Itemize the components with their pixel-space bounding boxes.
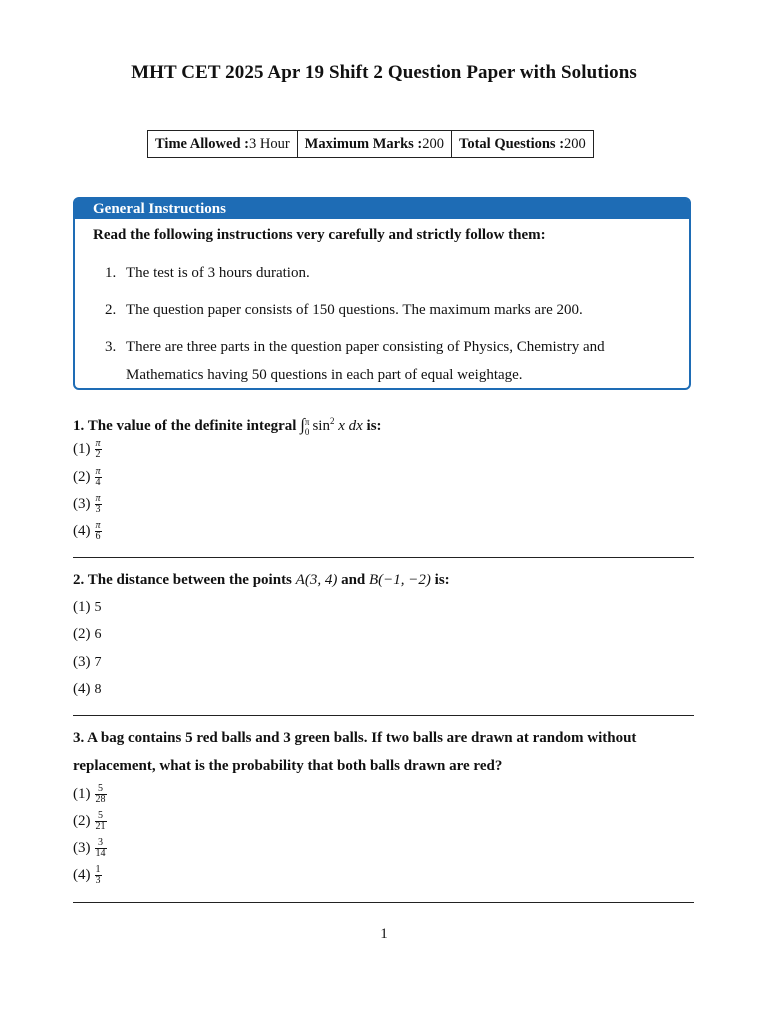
question-2-option: (1) 5 [73,599,102,615]
question-2-text: 2. The distance between the points A(3, 4) and B(−1, −2) is: [73,572,450,588]
page-title: MHT CET 2025 Apr 19 Shift 2 Question Paper with Solutions [131,62,637,83]
instructions-lead: Read the following instructions very carefully and strictly follow them: [93,227,546,243]
question-3-option: (2) $\frac{5}{21}$ [73,810,106,833]
question-divider [73,715,694,716]
question-1-option: (2) $\frac{\pi}{4}$ [73,466,101,489]
question-2-option: (3) 7 [73,654,102,670]
time-allowed-cell: Time Allowed :3 Hour [148,131,298,158]
instruction-item: 2. The question paper consists of 150 questions. The maximum marks are 200. [105,302,583,318]
total-questions-cell: Total Questions :200 [452,131,594,158]
question-3-option: (4) $\frac{1}{3}$ [73,864,101,887]
page-number: 1 [380,926,388,942]
instruction-item: 1. The test is of 3 hours duration. [105,265,310,281]
integral-sign: ∫ [300,415,305,434]
question-3-text: 3. A bag contains 5 red balls and 3 green balls. If two balls are drawn at random without replacement, what is the probability that both balls drawn are red? [73,730,637,774]
exam-meta-table [147,130,594,158]
question-1-option: (1) $\frac{\pi}{2}$ [73,438,101,461]
question-2-option: (4) 8 [73,681,102,697]
question-1-option: (4) $\frac{\pi}{6}$ [73,520,101,543]
question-divider [73,902,694,903]
instructions-heading: General Instructions [75,199,689,219]
question-1-text: 1. The value of the definite integral ∫ π 0 $\sin^2 x$ dx is: [73,415,382,437]
question-1-option: (3) $\frac{\pi}{3}$ [73,493,101,516]
question-divider [73,557,694,558]
integral-limits: π 0 [304,416,310,437]
question-3-option: (3) $\frac{3}{14}$ [73,837,106,860]
general-instructions-box [73,197,691,390]
question-3-option: (1) $\frac{5}{28}$ [73,783,106,806]
instruction-item: 3. There are three parts in the question paper consisting of Physics, Chemistry and Mathematics having 50 questions in each part of equal weightage. [105,339,605,383]
question-2-option: (2) 6 [73,626,102,642]
maximum-marks-cell: Maximum Marks :200 [297,131,451,158]
